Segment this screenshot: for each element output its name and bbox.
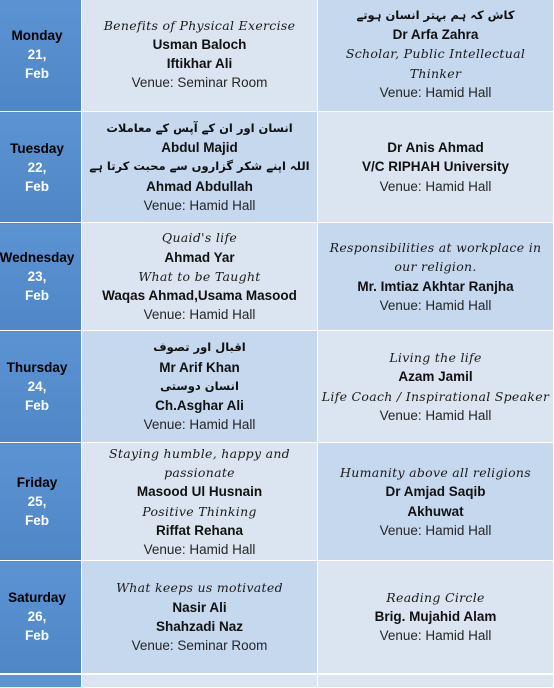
- day-name: Saturday: [8, 590, 66, 606]
- table-bottom-edge: [0, 674, 554, 688]
- schedule-row-thursday: [0, 331, 554, 443]
- speaker-name: Mr Arif Khan: [159, 359, 240, 375]
- speaker-name: Ahmad Yar: [164, 249, 235, 265]
- speaker-name: Nasir Ali: [172, 599, 227, 615]
- session-topic: کاش کہ ہم بہتر انسان ہوتے: [356, 7, 515, 22]
- day-date: 26,: [27, 609, 47, 625]
- right-session-cell: [318, 112, 554, 223]
- venue-label: Venue: Hamid Hall: [143, 417, 256, 433]
- venue-label: Venue: Seminar Room: [131, 75, 268, 91]
- day-date: 23,: [27, 269, 47, 284]
- right-session-cell: [318, 331, 554, 443]
- cell-empty: [82, 674, 318, 688]
- day-date: 21,: [27, 46, 47, 62]
- left-session-cell: [82, 331, 318, 443]
- venue-label: Venue: Hamid Hall: [379, 628, 492, 644]
- right-session-cell: [318, 223, 554, 331]
- venue-label: Venue: Hamid Hall: [143, 541, 256, 557]
- speaker-organization: Akhuwat: [407, 503, 464, 519]
- day-cell: [0, 112, 82, 223]
- session-topic: Positive Thinking: [142, 503, 257, 519]
- venue-label: Venue: Hamid Hall: [143, 307, 256, 323]
- speaker-name: Dr Amjad Saqib: [385, 484, 486, 500]
- right-session-cell: [318, 561, 554, 674]
- venue-label: Venue: Hamid Hall: [143, 197, 256, 213]
- day-cell-empty: [0, 674, 82, 688]
- speaker-name: Ahmad Abdullah: [146, 178, 253, 194]
- speaker-name: Waqas Ahmad,Usama Masood: [102, 288, 297, 304]
- schedule-row-wednesday: [0, 223, 554, 331]
- session-topic: Responsibilities at workplace in our religion.: [329, 240, 542, 275]
- day-cell: [0, 0, 82, 112]
- speaker-title: Life Coach / Inspirational Speaker: [321, 388, 550, 404]
- session-topic: انسان اور ان کے آپس کے معاملات: [106, 120, 293, 135]
- schedule-row-monday: [0, 0, 554, 112]
- day-name: Thursday: [6, 360, 68, 375]
- session-topic: اللہ اپنے شکر گزاروں سے محبت کرتا ہے: [89, 159, 310, 174]
- day-cell: [0, 561, 82, 674]
- speaker-name: Iftikhar Ali: [166, 56, 233, 71]
- day-name: Friday: [16, 475, 58, 490]
- session-topic: Staying humble, happy and passionate: [109, 445, 290, 481]
- speaker-name: Usman Baloch: [152, 36, 247, 52]
- venue-label: Venue: Hamid Hall: [379, 178, 492, 194]
- schedule-row-friday: [0, 443, 554, 561]
- session-topic: Living the life: [389, 350, 482, 366]
- day-month: Feb: [24, 513, 49, 528]
- schedule-row-tuesday: [0, 112, 554, 223]
- speaker-title: V/C RIPHAH University: [361, 159, 510, 175]
- session-topic: Benefits of Physical Exercise: [103, 17, 296, 33]
- cell-empty: [318, 674, 554, 688]
- left-session-cell: [82, 223, 318, 331]
- venue-label: Venue: Seminar Room: [131, 637, 268, 653]
- day-cell: [0, 443, 82, 561]
- day-month: Feb: [24, 398, 49, 413]
- venue-label: Venue: Hamid Hall: [379, 522, 492, 538]
- day-month: Feb: [24, 65, 49, 81]
- session-topic: اقبال اور تصوف: [153, 340, 246, 355]
- session-topic: What to be Taught: [138, 268, 261, 284]
- speaker-name: Shahzadi Naz: [155, 618, 244, 634]
- speaker-name: Brig. Mujahid Alam: [374, 609, 497, 625]
- day-month: Feb: [24, 288, 49, 303]
- left-session-cell: [82, 0, 318, 112]
- speaker-title: Scholar, Public Intellectual Thinker: [345, 46, 526, 81]
- venue-label: Venue: Hamid Hall: [379, 297, 492, 313]
- speaker-name: Dr Arfa Zahra: [392, 27, 479, 43]
- session-topic: What keeps us motivated: [116, 580, 283, 596]
- speaker-name: Masood Ul Husnain: [136, 484, 263, 500]
- day-month: Feb: [24, 628, 49, 644]
- session-topic: Reading Circle: [386, 589, 485, 605]
- speaker-name: Abdul Majid: [161, 140, 238, 156]
- right-session-cell: [318, 443, 554, 561]
- day-date: 25,: [27, 494, 47, 509]
- session-topic: Quaid's life: [161, 230, 238, 246]
- schedule-row-saturday: [0, 561, 554, 674]
- left-session-cell: [82, 561, 318, 674]
- speaker-name: Mr. Imtiaz Akhtar Ranjha: [357, 278, 514, 294]
- day-name: Wednesday: [0, 250, 75, 265]
- day-month: Feb: [24, 178, 49, 194]
- speaker-name: Dr Anis Ahmad: [387, 140, 484, 156]
- day-name: Tuesday: [10, 140, 64, 156]
- speaker-name: Ch.Asghar Ali: [155, 398, 244, 414]
- right-session-cell: [318, 0, 554, 112]
- session-topic: Humanity above all religions: [340, 465, 531, 481]
- venue-label: Venue: Hamid Hall: [379, 407, 492, 423]
- day-cell: [0, 331, 82, 443]
- session-topic: انسان دوستی: [160, 378, 239, 393]
- day-name: Monday: [11, 27, 63, 43]
- day-date: 24,: [27, 379, 47, 394]
- venue-label: Venue: Hamid Hall: [379, 84, 492, 100]
- left-session-cell: [82, 443, 318, 561]
- day-date: 22,: [27, 159, 47, 175]
- speaker-name: Azam Jamil: [398, 369, 473, 385]
- left-session-cell: [82, 112, 318, 223]
- speaker-name: Riffat Rehana: [155, 522, 243, 538]
- day-cell: [0, 223, 82, 331]
